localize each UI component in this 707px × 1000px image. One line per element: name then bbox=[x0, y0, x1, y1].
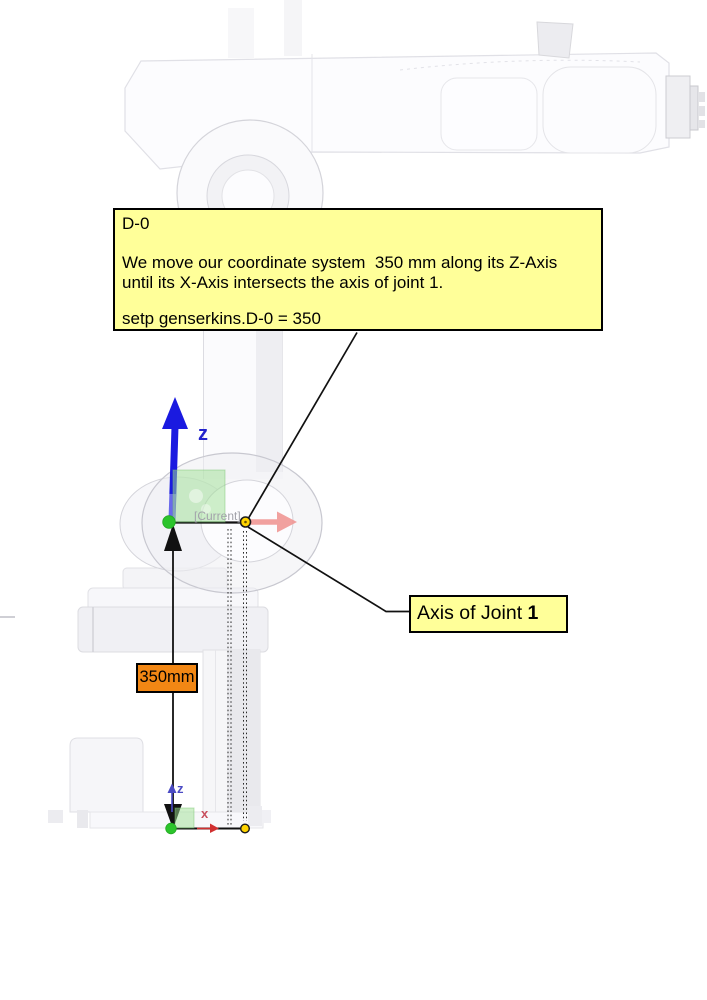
z-axis-label: z bbox=[198, 423, 208, 445]
base-z-axis-label: z bbox=[177, 781, 184, 796]
robot-wrist-flange bbox=[666, 76, 705, 138]
note-body-line1: We move our coordinate system 350 mm along its Z-Axis bbox=[122, 253, 558, 272]
origin-marker-lower bbox=[166, 823, 177, 834]
dimension-350mm-label: 350mm bbox=[136, 663, 198, 693]
robot-link-wedge bbox=[537, 22, 573, 58]
origin-selection-box-lower bbox=[175, 808, 194, 828]
axis-label-text: Axis of Joint bbox=[417, 602, 528, 624]
robot-base bbox=[0, 568, 271, 828]
robot-bg-strip bbox=[228, 8, 254, 58]
note-title: D-0 bbox=[122, 214, 150, 233]
base-x-axis-label: x bbox=[201, 806, 209, 821]
note-body-line2: until its X-Axis intersects the axis of joint 1. bbox=[122, 273, 444, 292]
current-frame-label: [Current] bbox=[194, 509, 241, 523]
note-code-line: setp genserkins.D-0 = 350 bbox=[122, 309, 321, 328]
joint1-marker bbox=[241, 517, 251, 527]
axis-label-number: 1 bbox=[527, 602, 539, 624]
robot-bg-strip bbox=[284, 0, 302, 56]
d0-note-box bbox=[113, 208, 603, 331]
axis-of-joint-1-label bbox=[409, 595, 568, 633]
origin-marker-upper bbox=[163, 516, 176, 529]
joint1-axis-base-marker bbox=[241, 824, 250, 833]
